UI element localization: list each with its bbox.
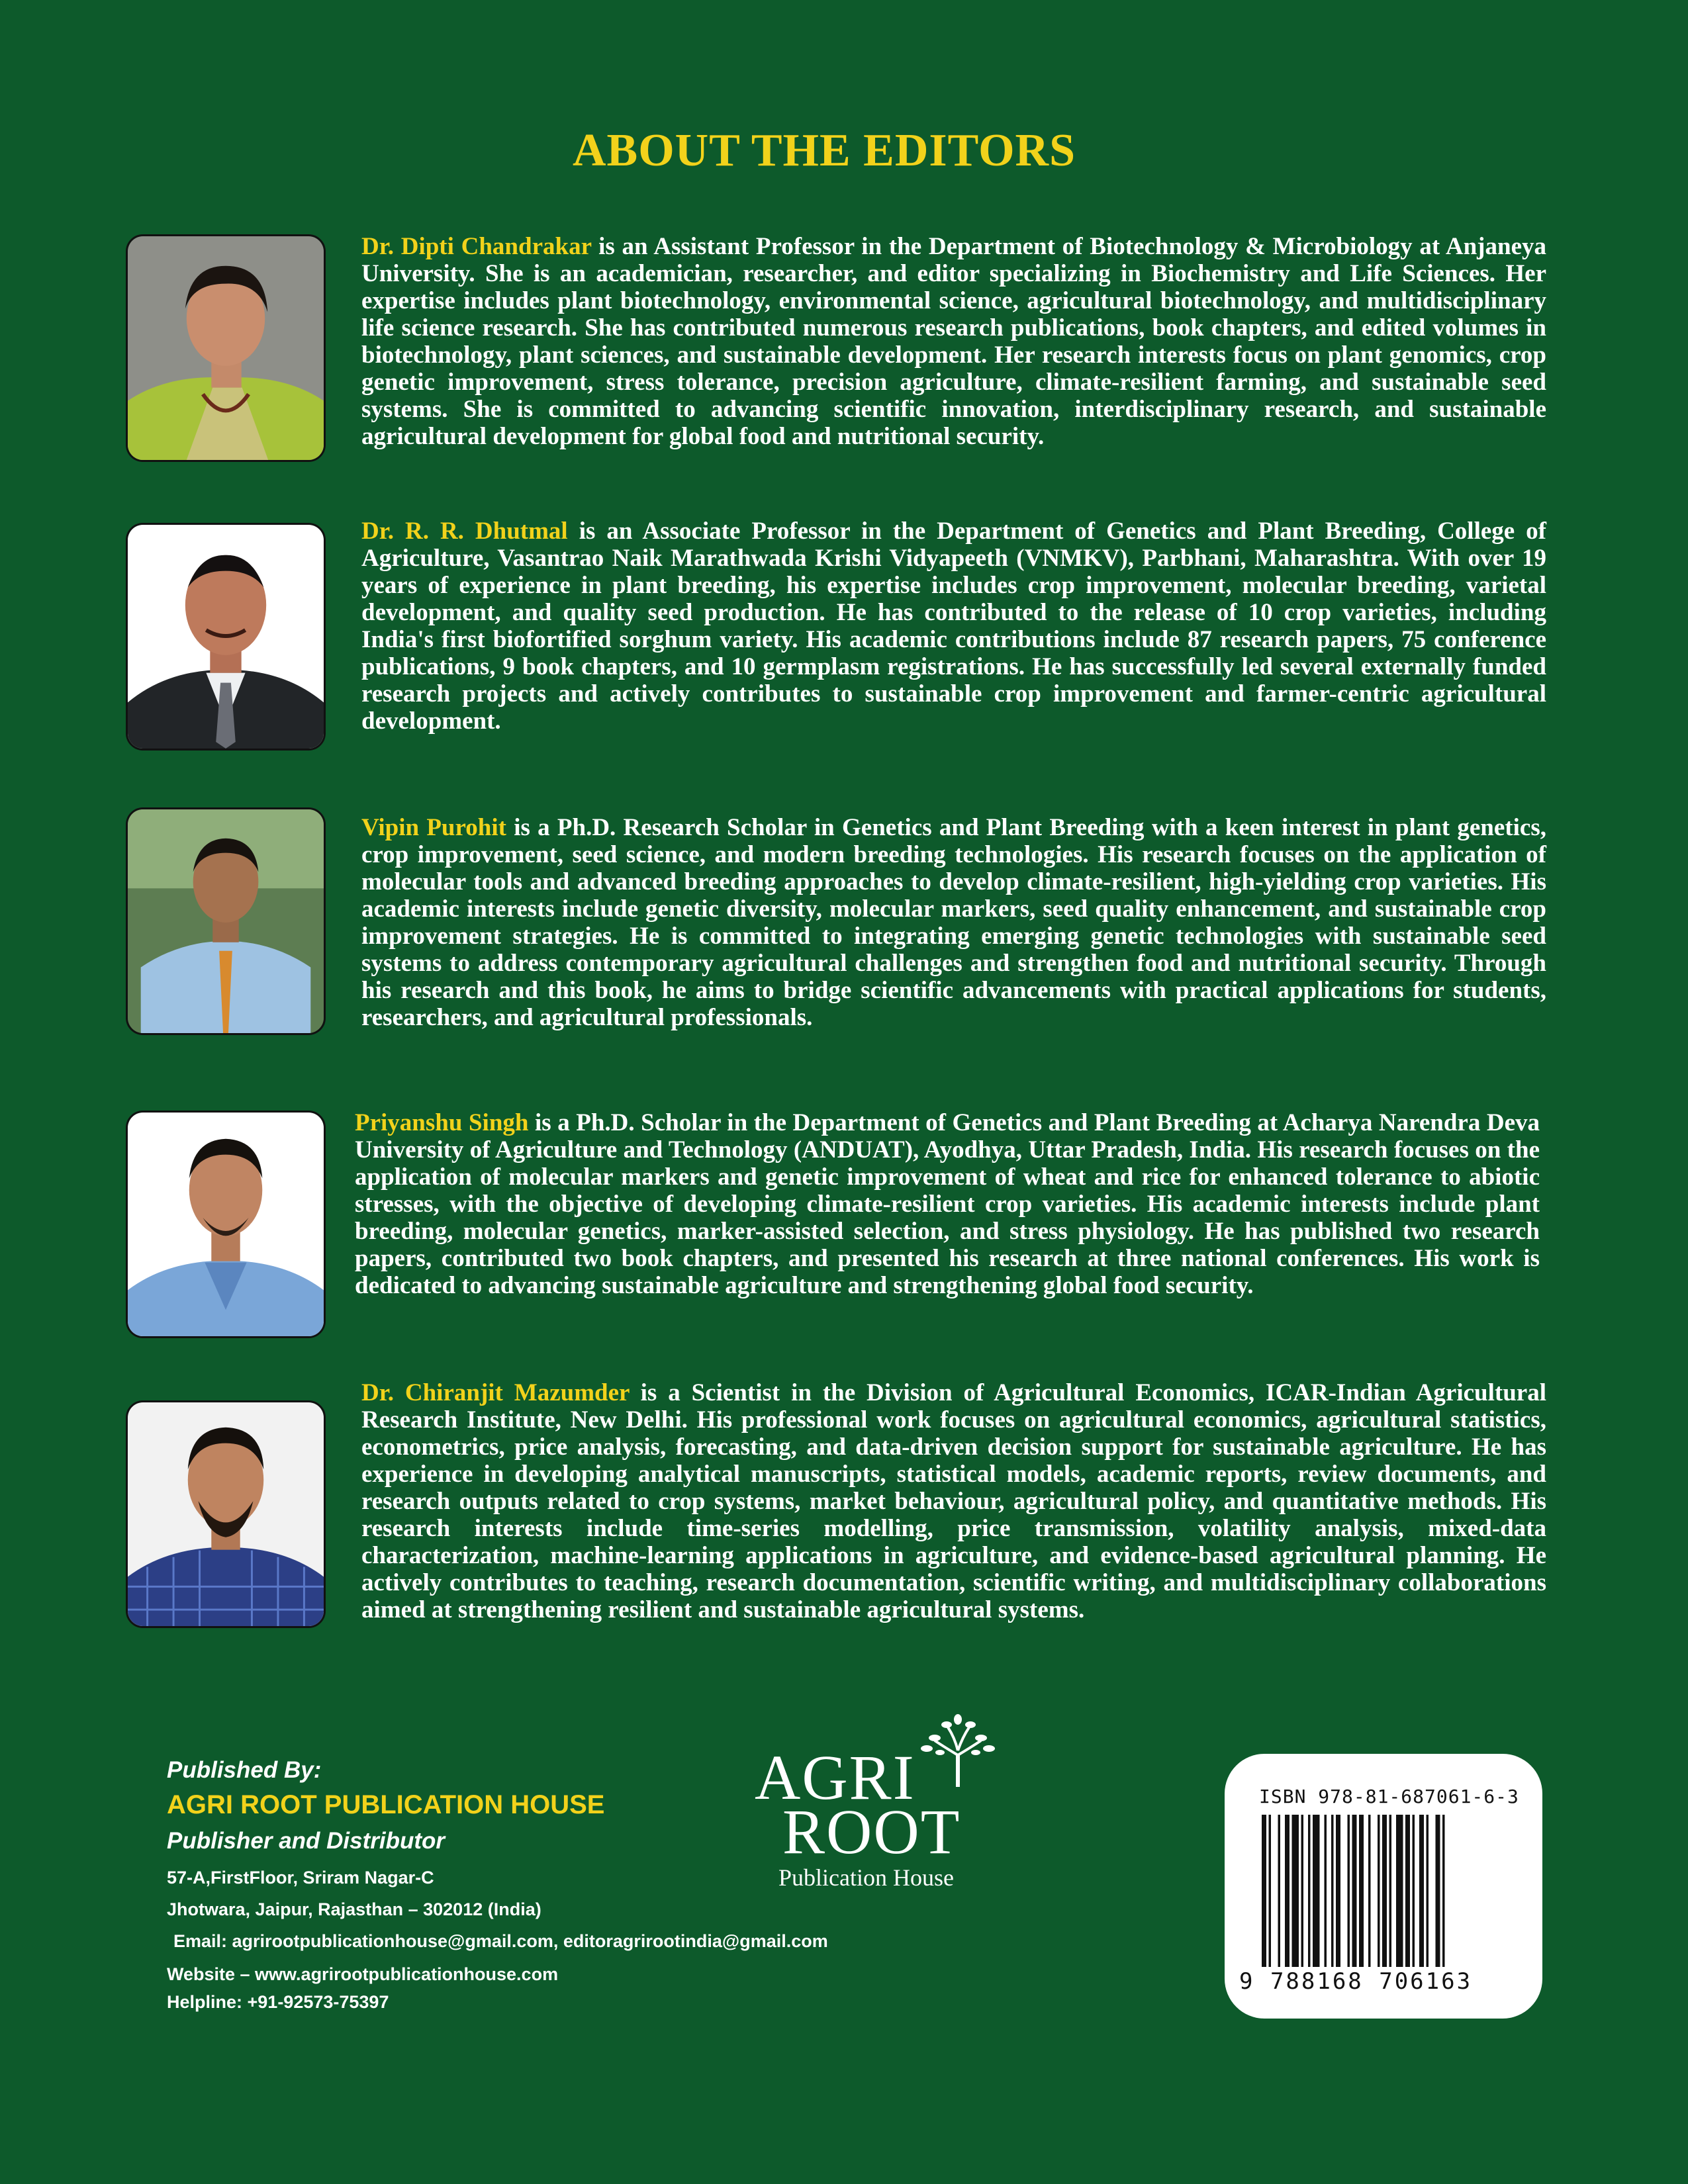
editor-photo: [126, 807, 326, 1035]
barcode-bar: [1436, 1815, 1440, 1967]
tree-icon: [915, 1714, 1001, 1787]
isbn-digits: 9 788168 706163: [1239, 1968, 1473, 1995]
editor-bio-text: is an Associate Professor in the Department of Genetics and Plant Breeding, College of Agriculture, Vasantrao Naik Marathwada Krishi Vidyapeeth (VNMKV), Parbhani, Maharashtra. With over 19 years of experience in plant breeding, his expertise includes crop improvement, molecular breeding, varietal development, and quality seed production. He has contributed to the release of 10 crop varieties, including India's first biofortified sorghum variety. His academic contributions include 87 research papers, 75 conference publications, 9 book chapters, and 10 germplasm registrations. He has successfully led several externally funded research projects and actively contributes to sustainable crop improvement and farmer-centric agricultural development.: [361, 518, 1547, 735]
editor-name: Dr. Dipti Chandrakar: [361, 233, 592, 260]
editor-bio: [361, 233, 1546, 450]
publisher-name: AGRI ROOT PUBLICATION HOUSE: [167, 1790, 605, 1819]
editor-photo: [126, 234, 326, 462]
barcode-bar: [1331, 1815, 1334, 1967]
page-title: ABOUT THE EDITORS: [572, 125, 1076, 176]
barcode-bar: [1359, 1815, 1364, 1967]
editor-name: Priyanshu Singh: [355, 1109, 529, 1136]
logo-text-subtitle: Publication House: [778, 1864, 954, 1891]
barcode-bar: [1313, 1815, 1320, 1967]
editor-photo: [126, 1111, 326, 1338]
publisher-address-line-2: Jhotwara, Jaipur, Rajasthan – 302012 (India): [167, 1899, 541, 1919]
barcode-bar: [1292, 1815, 1299, 1967]
barcode-bar: [1285, 1815, 1289, 1967]
barcode-bar: [1405, 1815, 1410, 1967]
editor-bio-text: is an Assistant Professor in the Department of Biotechnology & Microbiology at Anjaneya University. She is an academician, researcher, and editor specializing in Biochemistry and Life Sciences. Her expertise includes plant biotechnology, environmental science, agricultural biotechnology, and multidisciplinary life science research. She has contributed numerous research publications, book chapters, and edited volumes in biotechnology, plant sciences, and sustainable development. Her research interests focus on plant genomics, crop genetic improvement, stress tolerance, precision agriculture, climate-resilient farming, and sustainable seed systems. She is committed to advancing scientific innovation, interdisciplinary research, and sustainable agricultural development for global food and nutritional security.: [361, 233, 1546, 450]
publisher-logo: [748, 1714, 1013, 1893]
barcode-bar: [1348, 1815, 1350, 1967]
barcode-bar: [1427, 1815, 1429, 1967]
barcode-bar: [1368, 1815, 1371, 1967]
barcode-bar: [1419, 1815, 1424, 1967]
editor-photo: [126, 1400, 326, 1628]
barcode-bar: [1278, 1815, 1281, 1967]
barcode-bar: [1413, 1815, 1415, 1967]
published-by-label: Published By:: [167, 1757, 322, 1783]
editor-bio: [355, 1109, 1540, 1299]
barcode-bar: [1336, 1815, 1340, 1967]
barcode-bar: [1382, 1815, 1387, 1967]
logo-text-agri: AGRI: [755, 1742, 915, 1813]
barcode-bar: [1396, 1815, 1403, 1967]
publisher-website: Website – www.agrirootpublicationhouse.com: [167, 1964, 559, 1984]
barcode-image: [1262, 1815, 1507, 1967]
barcode-bar: [1442, 1815, 1445, 1967]
isbn-barcode-box: [1225, 1754, 1542, 2019]
editor-bio: [361, 814, 1546, 1031]
editor-name: Vipin Purohit: [361, 814, 506, 841]
editor-photo: [126, 523, 326, 751]
barcode-bar: [1262, 1815, 1266, 1967]
publisher-helpline: Helpline: +91-92573-75397: [167, 1992, 389, 2012]
publisher-role: Publisher and Distributor: [167, 1828, 445, 1854]
barcode-bar: [1352, 1815, 1357, 1967]
editor-bio-text: is a Ph.D. Scholar in the Department of Genetics and Plant Breeding at Acharya Narendra Deva University of Agriculture and Technology (ANDUAT), Ayodhya, Uttar Pradesh, India. His research focuses on the application of molecular markers and genetic improvement of wheat and rice for enhanced tolerance to abiotic stresses, with the objective of developing climate-resilient crop varieties. His academic interests include plant breeding, molecular genetics, marker-assisted selection, and stress physiology. He has published two research papers, contributed two book chapters, and presented his research at three national conferences. His work is dedicated to advancing sustainable agriculture and strengthening global food security.: [355, 1109, 1540, 1299]
barcode-bar: [1389, 1815, 1392, 1967]
barcode-bar: [1325, 1815, 1327, 1967]
isbn-label: ISBN 978-81-687061-6-3: [1259, 1786, 1519, 1807]
publisher-address-line-1: 57-A,FirstFloor, Sriram Nagar-C: [167, 1868, 434, 1888]
barcode-bar: [1378, 1815, 1380, 1967]
editor-bio: [361, 518, 1546, 735]
logo-text-root: ROOT: [782, 1796, 961, 1867]
editor-name: Dr. R. R. Dhutmal: [361, 518, 568, 545]
editor-bio: [361, 1379, 1546, 1623]
publisher-email: Email: agrirootpublicationhouse@gmail.com, editoragrirootindia@gmail.com: [173, 1931, 828, 1951]
editor-name: Dr. Chiranjit Mazumder: [361, 1379, 630, 1406]
barcode-bar: [1269, 1815, 1272, 1967]
editor-bio-text: is a Ph.D. Research Scholar in Genetics and Plant Breeding with a keen interest in plant genetics, crop improvement, seed science, and modern breeding technologies. His research focuses on the application of molecular tools and advanced breeding approaches to develop climate-resilient, high-yielding crop varieties. His academic interests include genetic diversity, molecular markers, seed quality enhancement, and sustainable crop improvement strategies. He is committed to integrating emerging genetic technologies with sustainable seed systems to address contemporary agricultural challenges and strengthen food and nutritional security. Through his research and this book, he aims to bridge scientific advancements with practical applications for students, researchers, and agricultural professionals.: [361, 814, 1546, 1031]
editor-bio-text: is a Scientist in the Division of Agricultural Economics, ICAR-Indian Agricultural Research Institute, New Delhi. His professional work focuses on agricultural economics, agricultural statistics, econometrics, price analysis, forecasting, and data-driven decision support for sustainable agriculture. He has experience in developing analytical manuscripts, statistical models, academic reports, review documents, and research outputs related to crop systems, market behaviour, agricultural policy, and quantitative methods. His research interests include time-series modelling, price transmission, volatility analysis, mixed-data characterization, machine-learning applications in agriculture, and evidence-based agricultural planning. He actively contributes to teaching, research documentation, scientific writing, and multidisciplinary collaborations aimed at strengthening resilient and sustainable agricultural systems.: [361, 1379, 1546, 1623]
barcode-bar: [1301, 1815, 1304, 1967]
barcode-bar: [1308, 1815, 1311, 1967]
